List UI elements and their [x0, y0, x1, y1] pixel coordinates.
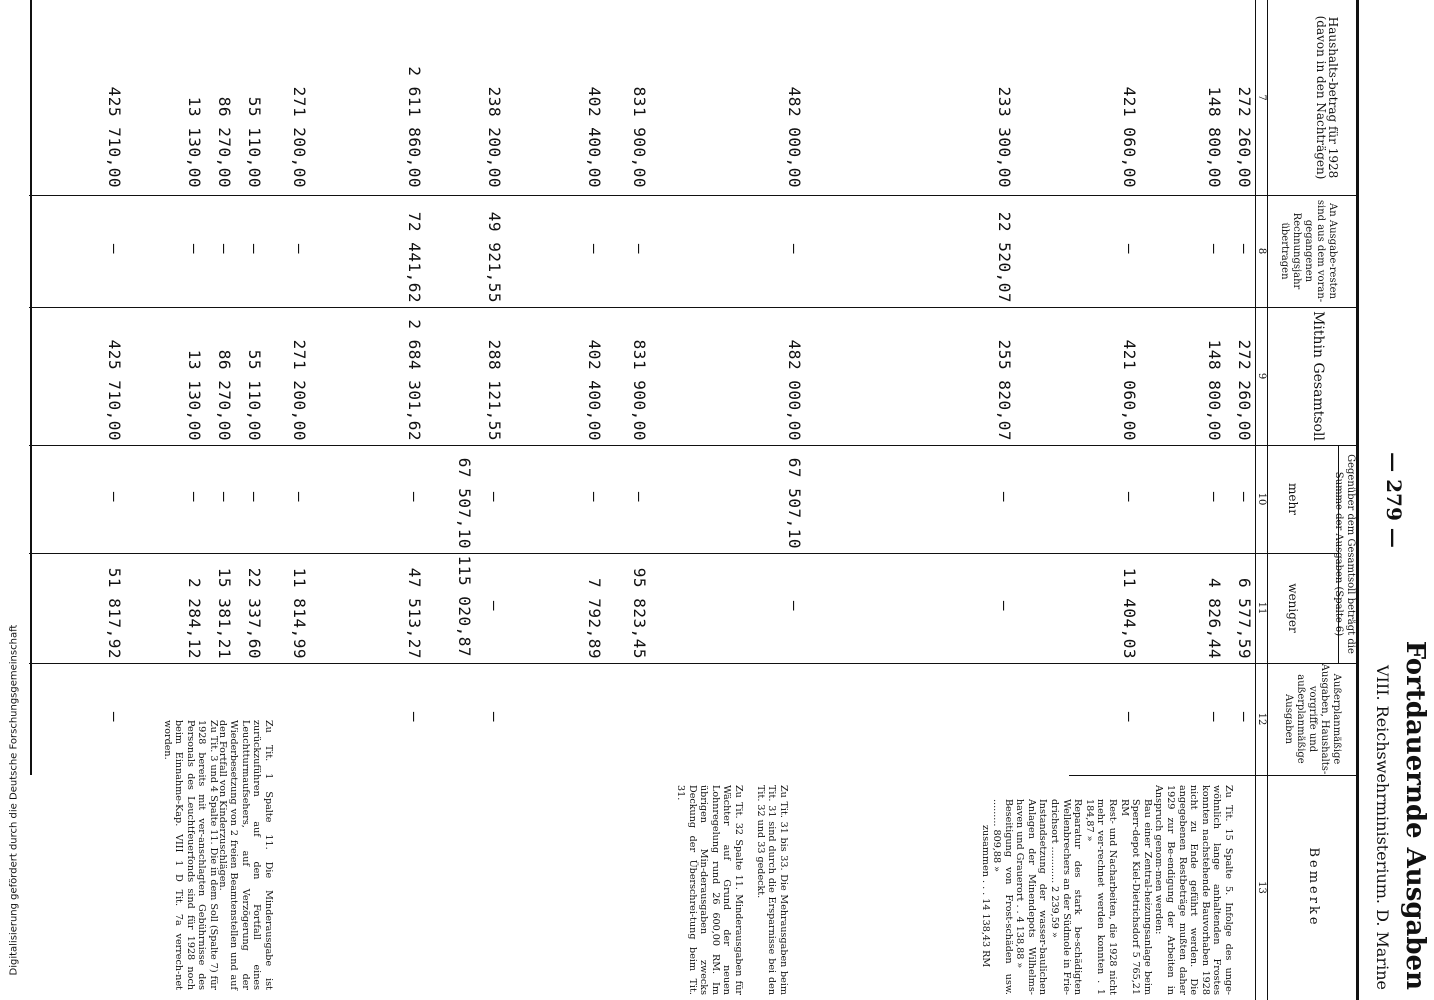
table-cell: 831 900,00: [630, 86, 649, 188]
col-7-header: Haushalts-betrag für 1928 (davon in den Nachträgen): [1314, 15, 1340, 180]
table-cell: 482 000,00: [785, 339, 804, 441]
remark-tit-31-33: Zu Tit. 31 bis 33. Die Mehrausgaben beim Tit. 31 sind durch die Ersparnisse bei den Tit. 32 und 33 gedeckt.: [754, 785, 789, 995]
table-cell: —: [785, 243, 804, 255]
table-cell: —: [630, 243, 649, 255]
col-sep-11-12: [29, 663, 1359, 664]
table-cell: 13 130,00: [185, 349, 204, 441]
col-10-header: mehr: [1286, 483, 1300, 515]
table-cell: —: [1205, 243, 1224, 255]
table-cell: —: [585, 243, 604, 255]
table-cell: 271 200,00: [290, 86, 309, 188]
table-cell: —: [630, 491, 649, 503]
table-cell: 402 400,00: [585, 86, 604, 188]
table-cell: 95 823,45: [630, 567, 649, 659]
remark-tit-32: Zu Tit. 32 Spalte 11. Minderausgaben für Wächter auf Grund der neuen Lohnregelung rund 26 600,00 RM. Im übrigen Min-derausgaben zwecks Deckung der Überschrei-tung beim Tit. 31.: [675, 785, 744, 995]
footer-text: Digitalisierung gefördert durch die Deutsche Forschungsgemeinschaft: [8, 624, 20, 976]
remark-item: Rest- und Nacharbeiten, die 1928 nicht mehr ver-rechnet werden konnten . 1 184,87 »: [1083, 799, 1119, 995]
remark-item: Reparatur des stark be-schädigten Wellenbrechers an der Südmole in Frie-drichsort ............ 2 239,59 »: [1049, 799, 1084, 995]
col-10-no: 10: [1256, 492, 1267, 506]
table-cell: 233 300,00: [995, 86, 1014, 188]
table-cell: 2 284,12: [185, 577, 204, 659]
brace-mehr: 67 507,10: [455, 457, 474, 549]
remark-item: Bau einer Zentral-heizungsanlage beim Sperr-depot Kiel-Dietrichsdorf 5 765,21 RM: [1118, 799, 1153, 995]
table-cell: 51 817,92: [105, 567, 124, 659]
col-8-no: 8: [1256, 247, 1267, 255]
table-cell: —: [290, 243, 309, 255]
table-cell: 482 000,00: [785, 86, 804, 188]
table-cell: —: [485, 491, 504, 503]
table-cell: 272 260,00: [1235, 86, 1254, 188]
table-cell: —: [1205, 711, 1224, 723]
table-cell: —: [105, 491, 124, 503]
header-rule: [1267, 0, 1268, 1000]
table-cell: 831 900,00: [630, 339, 649, 441]
table-cell: 402 400,00: [585, 339, 604, 441]
table-cell: 238 200,00: [485, 86, 504, 188]
table-cell: 271 200,00: [290, 339, 309, 441]
table-cell: 22 337,60: [245, 567, 264, 659]
table-cell: —: [1120, 711, 1139, 723]
table-cell: 421 060,00: [1120, 339, 1139, 441]
table-cell: —: [1235, 711, 1254, 723]
col-9-header: Mithin Gesamtsoll: [1310, 311, 1326, 441]
table-cell: 2 611 860,00: [405, 66, 424, 188]
table-cell: —: [185, 491, 204, 503]
table-cell: —: [245, 243, 264, 255]
col-11-no: 11: [1256, 601, 1267, 615]
table-cell: —: [245, 491, 264, 503]
table-cell: 4 826,44: [1205, 577, 1224, 659]
table-cell: 13 130,00: [185, 96, 204, 188]
table-cell: —: [105, 243, 124, 255]
table-cell: —: [995, 600, 1014, 612]
table-cell: 55 110,00: [245, 96, 264, 188]
table-cell: —: [185, 243, 204, 255]
table-cell: 255 820,07: [995, 339, 1014, 441]
page-title: Fortdauernde Ausgaben: [1400, 640, 1430, 990]
col-8-header: An Ausgabe-resten sind aus dem voran-gegangenen Rechnungsjahr übertragen: [1279, 199, 1338, 303]
table-cell: 47 513,27: [405, 567, 424, 659]
table-cell: —: [290, 491, 309, 503]
remark-tit-15: Zu Tit. 15 Spalte 5. Infolge des unge-wöhnlich lange anhaltenden Frostes konnten nachstehende Bauvorhaben 1928 nicht zu Ende geführt werden. Die angegebenen Restbeträge mußten daher 1929 zur Be-endigung der Arbeiten in Anspruch genom-men werden: Bau einer Zentral-heizungsanlage beim Sperr-depot Kiel-Dietrichsdorf 5 765,21 RM Rest- und Nacharbeiten, die 1928 nicht mehr ver-rechnet werden konnten . 1 184,87 » Reparatur des stark be-schädigten Wellenbrechers an der Südmole in Frie-drichsort ............ 2 239,59 » Instandsetzung der wasser-baulichen Anlagen der Minendepots Wilhelms-haven und Grauerort . . 4 138,88 » Beseitigung von Frost-schäden usw. ......... 809,88 » zusammen . . . 14 138,43 RM: [979, 785, 1234, 995]
col-12-no: 12: [1256, 712, 1267, 726]
table-cell: 67 507,10: [785, 457, 804, 549]
col-13-no: 13: [1256, 881, 1267, 894]
remark-item: Instandsetzung der wasser-baulichen Anlagen der Minendepots Wilhelms-haven und Grauerort . . 4 138,88 »: [1014, 799, 1049, 995]
table-cell: 22 520,07: [995, 211, 1014, 303]
table-cell: 15 381,21: [215, 567, 234, 659]
table-cell: 272 260,00: [1235, 339, 1254, 441]
remark-item: Beseitigung von Frost-schäden usw. ......... 809,88 »: [991, 799, 1014, 995]
table-cell: 49 921,55: [485, 211, 504, 303]
table-cell: —: [1120, 243, 1139, 255]
page-number: — 279 —: [1382, 452, 1406, 548]
table-cell: 86 270,00: [215, 96, 234, 188]
table-cell: —: [405, 711, 424, 723]
table-cell: —: [105, 711, 124, 723]
table-cell: —: [1205, 491, 1224, 503]
col-7-no: 7: [1256, 94, 1267, 101]
table-cell: 425 710,00: [105, 86, 124, 188]
remark-tit-1: Zu Tit. 1 Spalte 11. Die Minderausgabe ist zurückzuführen auf den Fortfall eines Leuchtturmaufsehers, auf Verzögerung der Wiederbesetzung von 2 freien Beamtenstellen und auf den Fortfall von Kinderzuschlägen.: [216, 720, 274, 990]
table-cell: —: [485, 600, 504, 612]
table-cell: —: [215, 243, 234, 255]
col-9-no: 9: [1256, 372, 1267, 380]
col-11-header: weniger: [1286, 583, 1300, 633]
table-cell: —: [215, 491, 234, 503]
col-12-header: Außerplanmäßige Ausgaben, Haushalts-vorgriffe und außerplanmäßige Ausgaben: [1283, 663, 1342, 775]
group-header: Gegenüber dem Gesamtsoll beträgt die Summe der Ausgaben (Spalte 6): [1333, 454, 1356, 654]
table-cell: —: [785, 600, 804, 612]
table-cell: 7 792,89: [585, 577, 604, 659]
table-cell: 11 404,03: [1120, 567, 1139, 659]
table-cell: 148 800,00: [1205, 339, 1224, 441]
table-cell: 55 110,00: [245, 349, 264, 441]
table-cell: —: [995, 491, 1014, 503]
col-13-header: Bemerke: [1306, 847, 1321, 928]
table-cell: —: [585, 491, 604, 503]
table-cell: —: [1235, 491, 1254, 503]
table-cell: 2 684 301,62: [405, 319, 424, 441]
table-cell: 11 814,99: [290, 567, 309, 659]
table-cell: —: [485, 711, 504, 723]
table-top-rule: [1356, 0, 1359, 1000]
table-bottom-rule: [30, 0, 32, 775]
page-subtitle: VIII. Reichswehrministerium. D. Marine: [1373, 664, 1392, 990]
table-cell: 421 060,00: [1120, 86, 1139, 188]
table-cell: 6 577,59: [1235, 577, 1254, 659]
brace-weniger: 115 020,87: [455, 555, 474, 657]
remark-item: zusammen . . . 14 138,43 RM: [979, 825, 991, 968]
table-cell: —: [1235, 243, 1254, 255]
table-cell: 72 441,62: [405, 211, 424, 303]
table-cell: —: [1120, 491, 1139, 503]
table-cell: 148 800,00: [1205, 86, 1224, 188]
table-cell: 425 710,00: [105, 339, 124, 441]
table-cell: —: [405, 491, 424, 503]
table-cell: 288 121,55: [485, 339, 504, 441]
table-cell: 86 270,00: [215, 349, 234, 441]
remark-tit-3-4: Zu Tit. 3 und 4 Spalte 11. Die in dem Soll (Spalte 7) für 1928 bereits mit ver-anschlagten Gebührnisse des Personals des Leuchtfeuerfonds sind für 1928 noch beim Einnahme-Kap. VIII 1 D Tit. 7a verrech-net worden.: [161, 720, 219, 990]
